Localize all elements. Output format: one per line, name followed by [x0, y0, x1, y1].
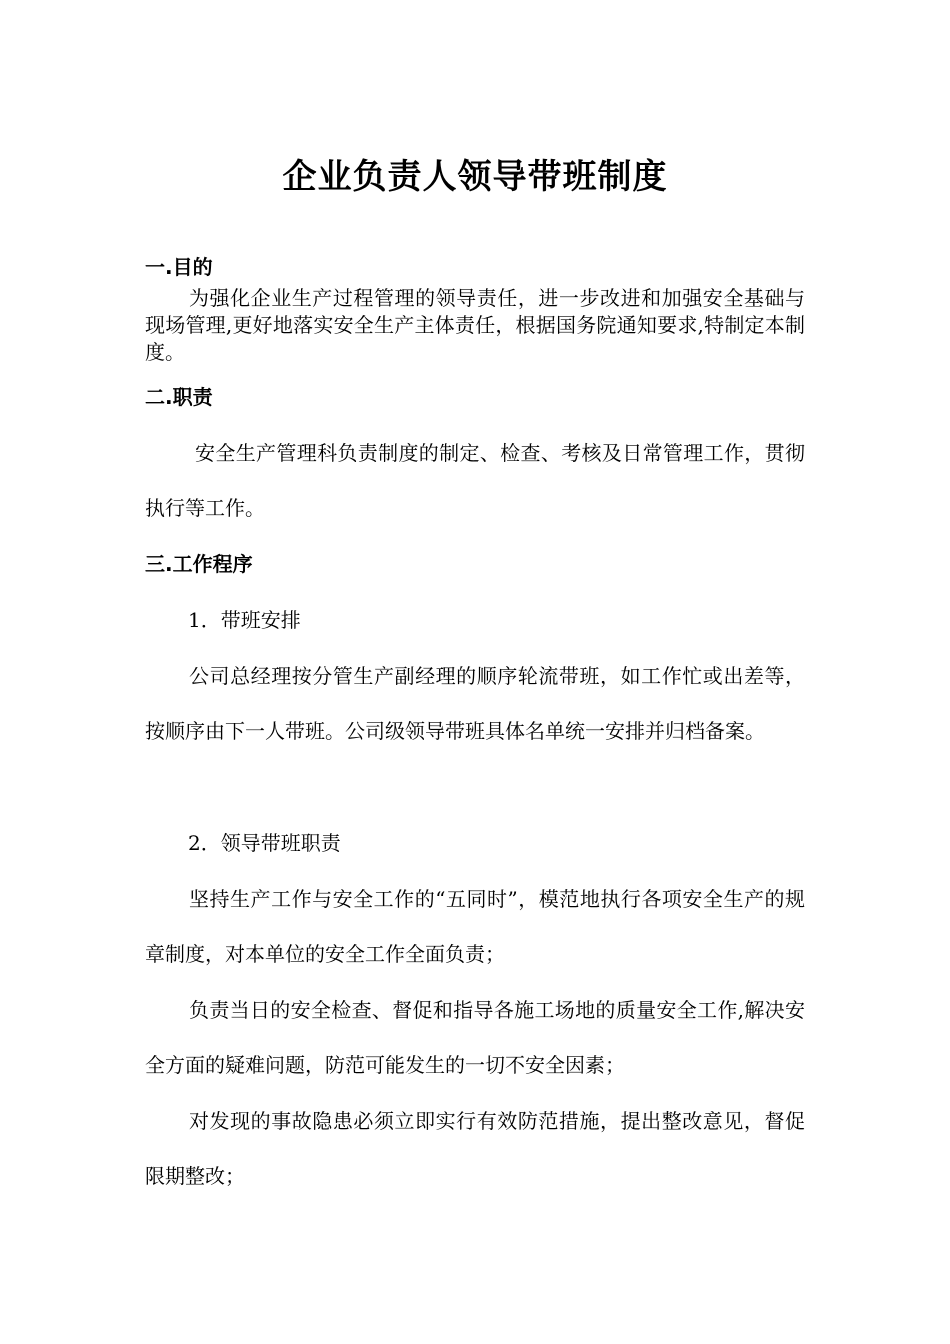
document-title: 企业负责人领导带班制度	[282, 157, 668, 197]
purpose-paragraph: 为强化企业生产过程管理的领导责任，进一步改进和加强安全基础与现场管理,更好地落实安全生产主体责任，根据国务院通知要求,特制定本制度。	[145, 286, 805, 364]
shift-arrangement-paragraph: 公司总经理按分管生产副经理的顺序轮流带班，如工作忙或出差等，按顺序由下一人带班。公司级领导带班具体名单统一安排并归档备案。	[145, 664, 805, 743]
leader-duties-paragraph-3: 对发现的事故隐患必须立即实行有效防范措施，提出整改意见，督促限期整改；	[145, 1109, 805, 1188]
subsection-title-leader-duties: 2．领导带班职责	[188, 831, 341, 855]
leader-duties-paragraph-2: 负责当日的安全检查、督促和指导各施工场地的质量安全工作,解决安全方面的疑难问题，防范可能发生的一切不安全因素；	[145, 998, 805, 1077]
subsection-title-shift-arrangement: 1．带班安排	[188, 608, 301, 632]
duties-paragraph: 安全生产管理科负责制度的制定、检查、考核及日常管理工作，贯彻执行等工作。	[145, 441, 805, 520]
section-heading-duties: 二.职责	[145, 385, 213, 409]
section-heading-purpose: 一.目的	[145, 255, 213, 279]
leader-duties-paragraph-1: 坚持生产工作与安全工作的“五同时”，模范地执行各项安全生产的规章制度，对本单位的安全工作全面负责；	[145, 887, 805, 966]
section-heading-procedure: 三.工作程序	[145, 552, 253, 576]
